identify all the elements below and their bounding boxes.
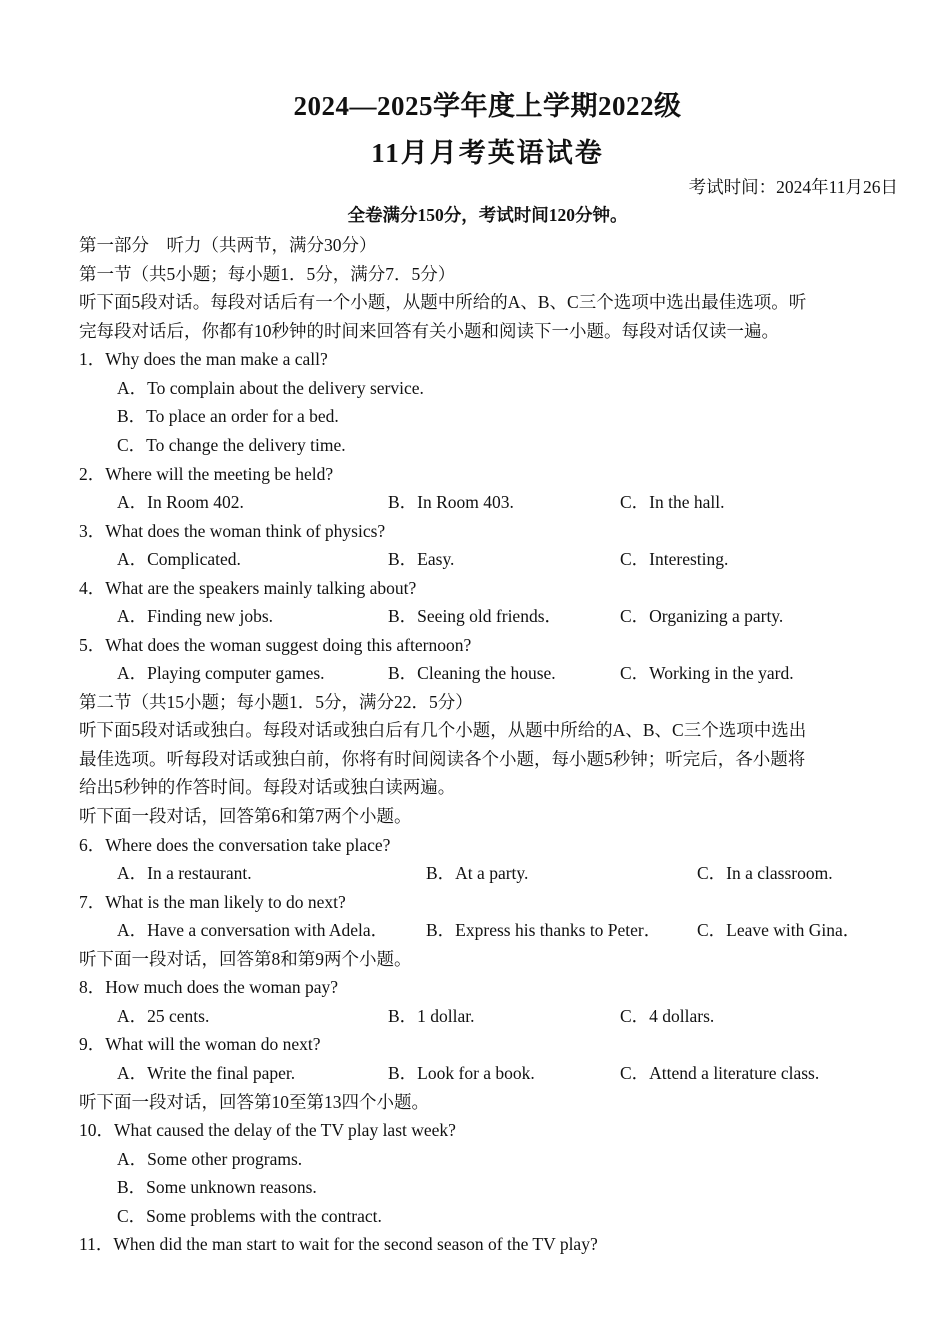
option-b: B．Some unknown reasons. — [117, 1177, 317, 1197]
option-a: A．To complain about the delivery service. — [117, 378, 424, 398]
option-a: A．Complicated. — [117, 549, 241, 569]
question-stem: 8．How much does the woman pay? — [79, 977, 339, 997]
dialogue-note: 听下面一段对话，回答第10至第13四个小题。 — [79, 1092, 429, 1112]
option-a: A．Finding new jobs. — [117, 606, 274, 626]
option-b: B．Seeing old friends． — [388, 606, 563, 626]
dialogue-note: 听下面一段对话，回答第6和第7两个小题。 — [79, 806, 412, 826]
option-a: A．Write the final paper. — [117, 1063, 296, 1083]
dialogue-note: 听下面一段对话，回答第8和第9两个小题。 — [79, 949, 412, 969]
option-b: B．At a party. — [426, 863, 529, 883]
option-a: A．In Room 402. — [117, 492, 244, 512]
option-b: B．Look for a book. — [388, 1063, 535, 1083]
exam-date: 考试时间：2024年11月26日 — [688, 177, 898, 197]
section2-instructions: 给出5秒钟的作答时间。每段对话或独白读两遍。 — [79, 777, 456, 797]
option-c: C．Interesting. — [620, 549, 729, 569]
question-stem: 3．What does the woman think of physics? — [79, 521, 386, 541]
option-c: C．In the hall. — [620, 492, 725, 512]
option-b: B．To place an order for a bed. — [117, 406, 339, 426]
question-stem: 9．What will the woman do next? — [79, 1034, 321, 1054]
exam-title: 2024—2025学年度上学期2022级 — [293, 91, 682, 121]
question-stem: 11．When did the man start to wait for the second season of the TV play? — [79, 1234, 598, 1254]
section1-instructions: 完每段对话后，你都有10秒钟的时间来回答有关小题和阅读下一小题。每段对话仅读一遍。 — [79, 321, 779, 341]
option-c: C．Leave with Gina． — [697, 920, 861, 940]
full-score-note: 全卷满分150分，考试时间120分钟。 — [347, 205, 628, 225]
question-stem: 10．What caused the delay of the TV play last week? — [79, 1120, 456, 1140]
option-a: A．Have a conversation with Adela． — [117, 920, 389, 940]
option-c: C．4 dollars. — [620, 1006, 715, 1026]
question-stem: 6．Where does the conversation take place? — [79, 835, 391, 855]
part1-heading: 第一部分 听力（共两节，满分30分） — [79, 235, 377, 255]
question-stem: 4．What are the speakers mainly talking about? — [79, 578, 417, 598]
option-c: C．Attend a literature class. — [620, 1063, 820, 1083]
question-stem: 2．Where will the meeting be held? — [79, 464, 334, 484]
option-a: A．25 cents. — [117, 1006, 210, 1026]
option-b: B．Cleaning the house. — [388, 663, 556, 683]
option-c: C．Some problems with the contract. — [117, 1206, 382, 1226]
exam-subtitle: 11月月考英语试卷 — [371, 138, 604, 168]
question-stem: 5．What does the woman suggest doing this afternoon? — [79, 635, 472, 655]
option-a: A．In a restaurant. — [117, 863, 252, 883]
section1-heading: 第一节（共5小题；每小题1．5分，满分7．5分） — [79, 264, 456, 284]
question-stem: 1．Why does the man make a call? — [79, 349, 328, 369]
section2-instructions: 最佳选项。听每段对话或独白前，你将有时间阅读各个小题，每小题5秒钟；听完后，各小题将 — [79, 749, 806, 769]
option-b: B．In Room 403. — [388, 492, 514, 512]
section1-instructions: 听下面5段对话。每段对话后有一个小题，从题中所给的A、B、C三个选项中选出最佳选项。听 — [79, 292, 807, 312]
option-b: B．Easy. — [388, 549, 455, 569]
section2-heading: 第二节（共15小题；每小题1．5分，满分22．5分） — [79, 692, 473, 712]
option-c: C．In a classroom. — [697, 863, 833, 883]
option-c: C．Working in the yard. — [620, 663, 794, 683]
section2-instructions: 听下面5段对话或独白。每段对话或独白后有几个小题，从题中所给的A、B、C三个选项中选出 — [79, 720, 807, 740]
option-c: C．To change the delivery time. — [117, 435, 346, 455]
option-a: A．Some other programs. — [117, 1149, 303, 1169]
option-b: B．Express his thanks to Peter． — [426, 920, 662, 940]
option-c: C．Organizing a party. — [620, 606, 784, 626]
question-stem: 7．What is the man likely to do next? — [79, 892, 346, 912]
option-b: B．1 dollar. — [388, 1006, 475, 1026]
option-a: A．Playing computer games. — [117, 663, 325, 683]
